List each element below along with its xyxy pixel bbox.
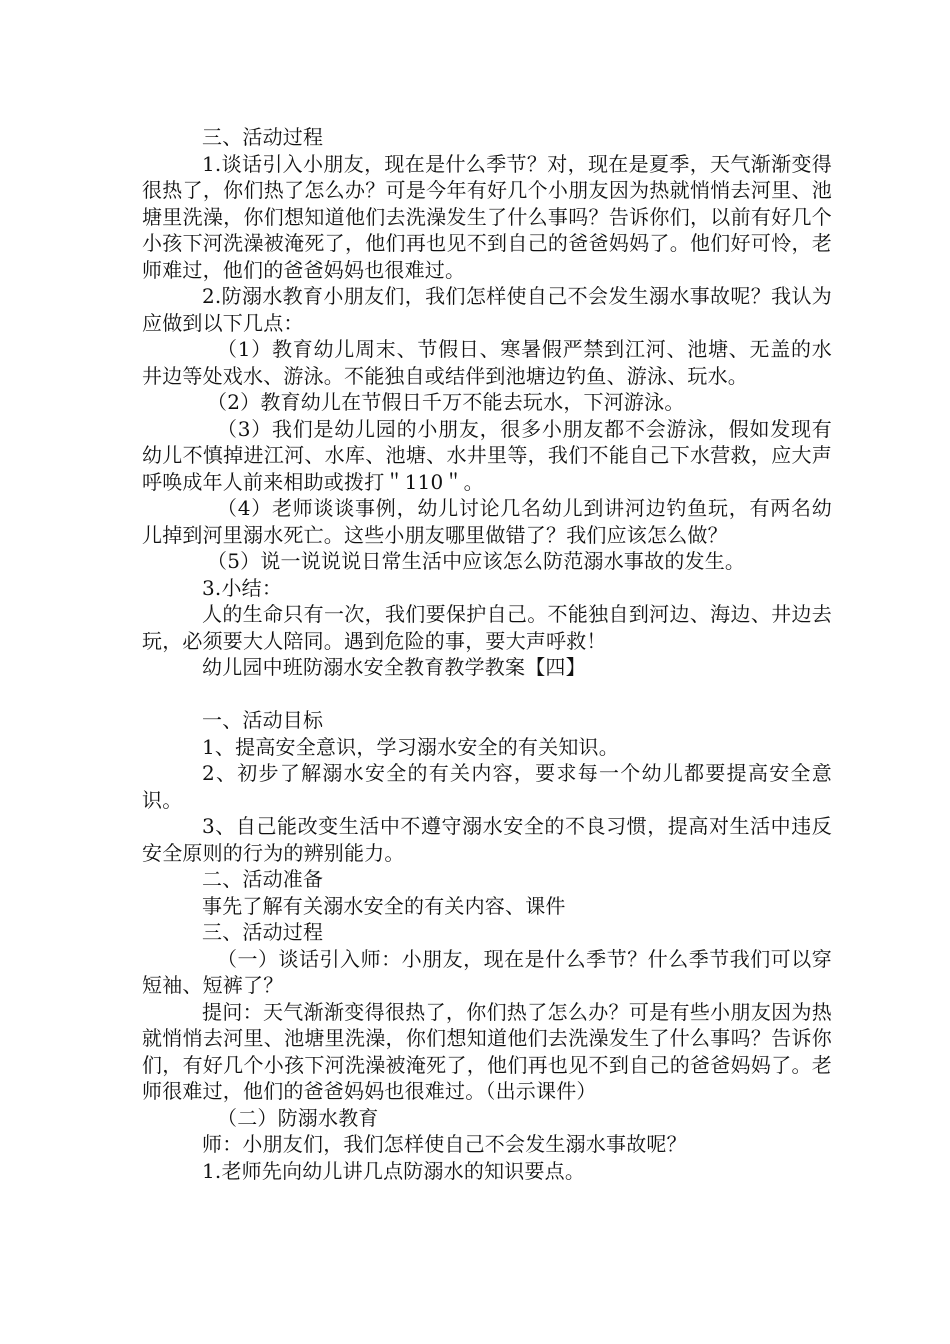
lesson-title-four: 幼儿园中班防溺水安全教育教学教案【四】 — [202, 655, 586, 679]
list-item-2: （2）教育幼儿在节假日千万不能去玩水，下河游泳。 — [207, 390, 685, 414]
list-item-4: （4）老师谈谈事例，幼儿讨论几名幼儿到讲河边钓鱼玩，有两名幼儿掉到河里溺水死亡。这些小朋友哪里做错了？我们应该怎么做？ — [142, 496, 832, 547]
list-item-5: （5）说一说说说日常生活中应该怎么防范溺水事故的发生。 — [207, 549, 746, 573]
paragraph-drowning-education: 2.防溺水教育小朋友们，我们怎样使自己不会发生溺水事故呢？我认为应做到以下几点： — [142, 284, 832, 335]
teacher-points: 1.老师先向幼儿讲几点防溺水的知识要点。 — [202, 1158, 586, 1183]
teacher-question: 师：小朋友们，我们怎样使自己不会发生溺水事故呢？ — [202, 1132, 687, 1156]
list-item-3: （3）我们是幼儿园的小朋友，很多小朋友都不会游泳，假如发现有幼儿不慎掉进江河、水库、池塘、水井里等，我们不能自己下水营救，应大声呼唤成年人前来相助或拨打＂110＂。 — [142, 416, 832, 494]
list-item-1: （1）教育幼儿周末、节假日、寒暑假严禁到江河、池塘、无盖的水井边等处戏水、游泳。不能独自或结伴到池塘边钓鱼、游泳、玩水。 — [142, 337, 832, 388]
blank-line — [142, 681, 832, 708]
goal-item-3: 3、自己能改变生活中不遵守溺水安全的不良习惯，提高对生活中违反安全原则的行为的辨别能力。 — [142, 814, 832, 865]
section-heading-activity-process: 三、活动过程 — [202, 125, 324, 149]
document-body — [142, 124, 832, 1184]
section-heading-goals: 一、活动目标 — [202, 708, 324, 732]
goal-item-1: 1、提高安全意识，学习溺水安全的有关知识。 — [202, 734, 619, 759]
summary-heading: 3.小结： — [202, 575, 283, 600]
section-heading-preparation: 二、活动准备 — [202, 867, 324, 891]
paragraph-talk-intro: 1.谈话引入小朋友，现在是什么季节？对，现在是夏季，天气渐渐变得很热了，你们热了怎么办？可是今年有好几个小朋友因为热就悄悄去河里、池塘里洗澡，你们想知道他们去洗澡发生了什么事吗？告诉你们，以前有好几个小孩下河洗澡被淹死了，他们再也见不到自己的爸爸妈妈了。他们好可怜，老师难过，他们的爸爸妈妈也很难过。 — [142, 151, 832, 282]
summary-text: 人的生命只有一次，我们要保护自己。不能独自到河边、海边、井边去玩，必须要大人陪同。遇到危险的事，要大声呼救！ — [142, 602, 832, 653]
process-talk-intro: （一）谈话引入师：小朋友，现在是什么季节？什么季节我们可以穿短袖、短裤了？ — [142, 946, 832, 997]
process-drowning-education-heading: （二）防溺水教育 — [217, 1105, 379, 1130]
preparation-text: 事先了解有关溺水安全的有关内容、课件 — [202, 893, 566, 918]
process-question: 提问：天气渐渐变得很热了，你们热了怎么办？可是有些小朋友因为热就悄悄去河里、池塘里洗澡，你们想知道他们去洗澡发生了什么事吗？告诉你们，有好几个小孩下河洗澡被淹死了，他们再也见不到自己的爸爸妈妈了。老师很难过，他们的爸爸妈妈也很难过。（出示课件） — [142, 999, 832, 1103]
section-heading-process: 三、活动过程 — [202, 920, 324, 944]
goal-item-2: 2、初步了解溺水安全的有关内容，要求每一个幼儿都要提高安全意识。 — [142, 761, 832, 812]
